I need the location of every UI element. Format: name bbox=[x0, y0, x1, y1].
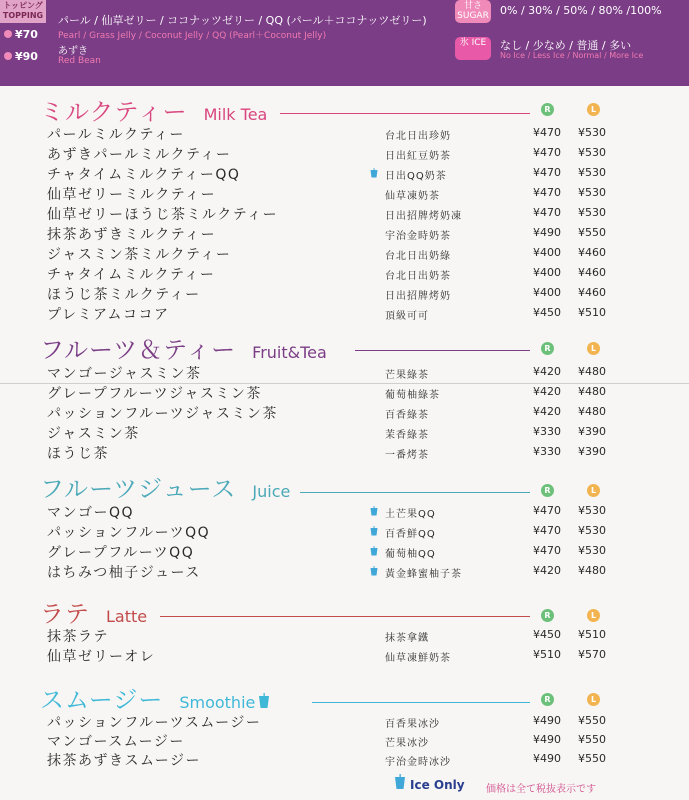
section-title-en: Juice bbox=[252, 482, 291, 501]
menu-item-name-tw: 百香果冰沙 bbox=[385, 719, 440, 730]
cup-icon bbox=[370, 168, 378, 178]
section-divider-line bbox=[280, 113, 530, 114]
menu-item-name-jp: パッションフルーツスムージー bbox=[47, 715, 262, 731]
sugar-options: 0% / 30% / 50% / 80% /100% bbox=[500, 4, 662, 17]
cup-icon bbox=[370, 506, 378, 516]
section-title-en: Latte bbox=[106, 607, 148, 626]
menu-item-name-tw: 芒果綠茶 bbox=[385, 370, 429, 381]
price-large: ¥550 bbox=[578, 733, 606, 746]
price-regular: ¥470 bbox=[533, 186, 561, 199]
section-title-jp: スムージー bbox=[40, 686, 164, 714]
price-large: ¥530 bbox=[578, 166, 606, 179]
price-large: ¥570 bbox=[578, 648, 606, 661]
price-regular: ¥400 bbox=[533, 266, 561, 279]
pink-dot-icon bbox=[4, 30, 12, 38]
price-regular: ¥400 bbox=[533, 246, 561, 259]
price-regular: ¥420 bbox=[533, 365, 561, 378]
ice-badge: 氷 ICE bbox=[455, 37, 491, 60]
price-regular: ¥470 bbox=[533, 146, 561, 159]
size-r-badge: R bbox=[541, 484, 554, 497]
menu-item-name-jp: チャタイムミルクティーQQ bbox=[47, 167, 241, 183]
price-large: ¥530 bbox=[578, 186, 606, 199]
price-regular: ¥470 bbox=[533, 166, 561, 179]
menu-item-name-tw: 抹茶拿鐵 bbox=[385, 633, 429, 644]
section-title-jp: フルーツジュース bbox=[40, 475, 237, 503]
size-l-badge: L bbox=[587, 609, 600, 622]
menu-item-name-jp: グレープフルーツジャスミン茶 bbox=[47, 386, 262, 402]
section-title-en: Smoothie bbox=[179, 693, 256, 712]
price-regular: ¥490 bbox=[533, 752, 561, 765]
menu-item-name-jp: 仙草ゼリーミルクティー bbox=[47, 187, 217, 203]
price-regular: ¥450 bbox=[533, 306, 561, 319]
price-regular: ¥470 bbox=[533, 126, 561, 139]
section-title-jp: ラテ bbox=[40, 600, 90, 628]
menu-item-name-jp: はちみつ柚子ジュース bbox=[47, 565, 201, 581]
price-large: ¥550 bbox=[578, 752, 606, 765]
menu-item-name-jp: チャタイムミルクティー bbox=[47, 267, 216, 283]
size-l-badge: L bbox=[587, 693, 600, 706]
menu-item-name-tw: 茉香綠茶 bbox=[385, 430, 429, 441]
price-regular: ¥490 bbox=[533, 733, 561, 746]
menu-item-name-jp: マンゴースムージー bbox=[47, 734, 185, 750]
price-large: ¥550 bbox=[578, 226, 606, 239]
menu-item-name-tw: 日出紅豆奶茶 bbox=[385, 151, 451, 162]
pink-dot-icon bbox=[4, 52, 12, 60]
menu-item-name-jp: ほうじ茶ミルクティー bbox=[47, 287, 201, 303]
menu-item-name-jp: 仙草ゼリーほうじ茶ミルクティー bbox=[47, 207, 279, 223]
price-regular: ¥450 bbox=[533, 628, 561, 641]
toppings-jp: パール / 仙草ゼリー / ココナッツゼリー / QQ (パール＋ココナッツゼリー) bbox=[58, 14, 427, 27]
menu-item-name-jp: パールミルクティー bbox=[47, 127, 185, 143]
menu-item-name-jp: 抹茶あずきスムージー bbox=[47, 753, 202, 769]
toppings-en: Pearl / Grass Jelly / Coconut Jelly / QQ (Pearl＋Coconut Jelly) bbox=[58, 31, 327, 41]
section-title-en: Fruit&Tea bbox=[252, 343, 327, 362]
topping2-en: Red Bean bbox=[58, 56, 101, 66]
section-divider-line bbox=[312, 702, 530, 703]
ice-options-en: No Ice / Less Ice / Normal / More Ice bbox=[500, 51, 644, 60]
menu-item-name-tw: 宇治金時冰沙 bbox=[385, 757, 451, 768]
menu-item-name-jp: マンゴージャスミン茶 bbox=[47, 366, 202, 382]
price-regular: ¥470 bbox=[533, 206, 561, 219]
menu-item-name-jp: ジャスミン茶ミルクティー bbox=[47, 247, 232, 263]
menu-item-name-jp: 抹茶あずきミルクティー bbox=[47, 227, 217, 243]
price-large: ¥510 bbox=[578, 628, 606, 641]
section-title-jp: ミルクティー bbox=[40, 98, 188, 126]
menu-item-name-tw: 葡萄柚綠茶 bbox=[385, 390, 440, 401]
page-fold-divider bbox=[0, 383, 689, 384]
menu-item-name-jp: 仙草ゼリーオレ bbox=[47, 649, 156, 665]
cup-icon bbox=[258, 693, 270, 709]
menu-item-name-jp: パッションフルーツQQ bbox=[47, 525, 211, 541]
menu-item-name-tw: 黃金蜂蜜柚子茶 bbox=[385, 569, 462, 580]
topping-price-2: ¥90 bbox=[4, 50, 38, 63]
tax-note: 価格は全て税抜表示です bbox=[486, 784, 596, 795]
sugar-badge: 甘さ SUGAR bbox=[455, 0, 491, 23]
menu-item-name-tw: 台北日出珍奶 bbox=[385, 131, 451, 142]
topping-price-1: ¥70 bbox=[4, 28, 38, 41]
price-large: ¥530 bbox=[578, 524, 606, 537]
menu-item-name-jp: 抹茶ラテ bbox=[47, 629, 109, 645]
size-l-badge: L bbox=[587, 342, 600, 355]
price-large: ¥390 bbox=[578, 425, 606, 438]
price-large: ¥390 bbox=[578, 445, 606, 458]
menu-item-name-jp: マンゴーQQ bbox=[47, 505, 135, 521]
price-large: ¥480 bbox=[578, 405, 606, 418]
section-divider-line bbox=[355, 350, 530, 351]
section-title-smoothie bbox=[40, 680, 270, 715]
cup-icon bbox=[370, 546, 378, 556]
menu-item-name-tw: 土芒果QQ bbox=[385, 509, 436, 520]
price-large: ¥530 bbox=[578, 206, 606, 219]
section-title-juice bbox=[40, 469, 290, 504]
menu-item-name-tw: 百香綠茶 bbox=[385, 410, 429, 421]
price-regular: ¥420 bbox=[533, 405, 561, 418]
price-large: ¥480 bbox=[578, 564, 606, 577]
price-regular: ¥420 bbox=[533, 385, 561, 398]
menu-item-name-tw: 芒果冰沙 bbox=[385, 738, 429, 749]
price-regular: ¥420 bbox=[533, 564, 561, 577]
menu-item-name-tw: 台北日出奶茶 bbox=[385, 271, 451, 282]
price-regular: ¥490 bbox=[533, 226, 561, 239]
ice-only-label: Ice Only bbox=[410, 778, 465, 792]
topping-header bbox=[0, 0, 689, 86]
size-r-badge: R bbox=[541, 609, 554, 622]
menu-item-name-jp: パッションフルーツジャスミン茶 bbox=[47, 406, 278, 422]
section-title-en: Milk Tea bbox=[203, 105, 268, 124]
price-large: ¥460 bbox=[578, 286, 606, 299]
section-divider-line bbox=[300, 492, 530, 493]
section-title-jp: フルーツ＆ティー bbox=[40, 336, 237, 364]
price-large: ¥530 bbox=[578, 126, 606, 139]
price-regular: ¥510 bbox=[533, 648, 561, 661]
cup-icon bbox=[370, 526, 378, 536]
price-large: ¥480 bbox=[578, 385, 606, 398]
price-regular: ¥400 bbox=[533, 286, 561, 299]
price-regular: ¥470 bbox=[533, 504, 561, 517]
cup-icon bbox=[394, 774, 406, 790]
menu-item-name-tw: 日出招牌烤奶凍 bbox=[385, 211, 462, 222]
size-l-badge: L bbox=[587, 103, 600, 116]
size-r-badge: R bbox=[541, 693, 554, 706]
topping-badge: トッピング TOPPING bbox=[0, 0, 46, 23]
price-regular: ¥330 bbox=[533, 425, 561, 438]
menu-item-name-tw: 一番烤茶 bbox=[385, 450, 429, 461]
section-title-latte bbox=[40, 594, 147, 629]
price-regular: ¥470 bbox=[533, 524, 561, 537]
section-divider-line bbox=[160, 616, 530, 617]
menu-item-name-jp: あずきパールミルクティー bbox=[47, 147, 232, 163]
menu-item-name-tw: 葡萄柚QQ bbox=[385, 549, 436, 560]
menu-item-name-tw: 仙草凍鮮奶茶 bbox=[385, 653, 451, 664]
menu-item-name-tw: 百香鮮QQ bbox=[385, 529, 436, 540]
price-large: ¥460 bbox=[578, 246, 606, 259]
ice-options-jp: なし / 少なめ / 普通 / 多い bbox=[500, 39, 632, 52]
menu-item-name-jp: プレミアムココア bbox=[47, 307, 170, 323]
price-large: ¥530 bbox=[578, 146, 606, 159]
section-title-fruit-tea bbox=[40, 330, 327, 365]
menu-item-name-tw: 台北日出奶綠 bbox=[385, 251, 451, 262]
menu-item-name-tw: 仙草凍奶茶 bbox=[385, 191, 440, 202]
price-regular: ¥490 bbox=[533, 714, 561, 727]
price-large: ¥550 bbox=[578, 714, 606, 727]
price-large: ¥480 bbox=[578, 365, 606, 378]
menu-item-name-tw: 頂級可可 bbox=[385, 311, 429, 322]
menu-item-name-tw: 日出QQ奶茶 bbox=[385, 171, 447, 182]
price-large: ¥530 bbox=[578, 504, 606, 517]
size-r-badge: R bbox=[541, 342, 554, 355]
size-l-badge: L bbox=[587, 484, 600, 497]
price-regular: ¥470 bbox=[533, 544, 561, 557]
cup-icon bbox=[370, 566, 378, 576]
price-large: ¥510 bbox=[578, 306, 606, 319]
size-r-badge: R bbox=[541, 103, 554, 116]
section-title-milk-tea bbox=[40, 92, 267, 127]
menu-item-name-tw: 宇治金時奶茶 bbox=[385, 231, 451, 242]
topping2-jp: あずき bbox=[58, 46, 88, 57]
menu-item-name-tw: 日出招牌烤奶 bbox=[385, 291, 451, 302]
menu-item-name-jp: ジャスミン茶 bbox=[47, 426, 140, 442]
price-large: ¥460 bbox=[578, 266, 606, 279]
price-large: ¥530 bbox=[578, 544, 606, 557]
menu-item-name-jp: グレープフルーツQQ bbox=[47, 545, 195, 561]
menu-item-name-jp: ほうじ茶 bbox=[47, 446, 109, 462]
price-regular: ¥330 bbox=[533, 445, 561, 458]
